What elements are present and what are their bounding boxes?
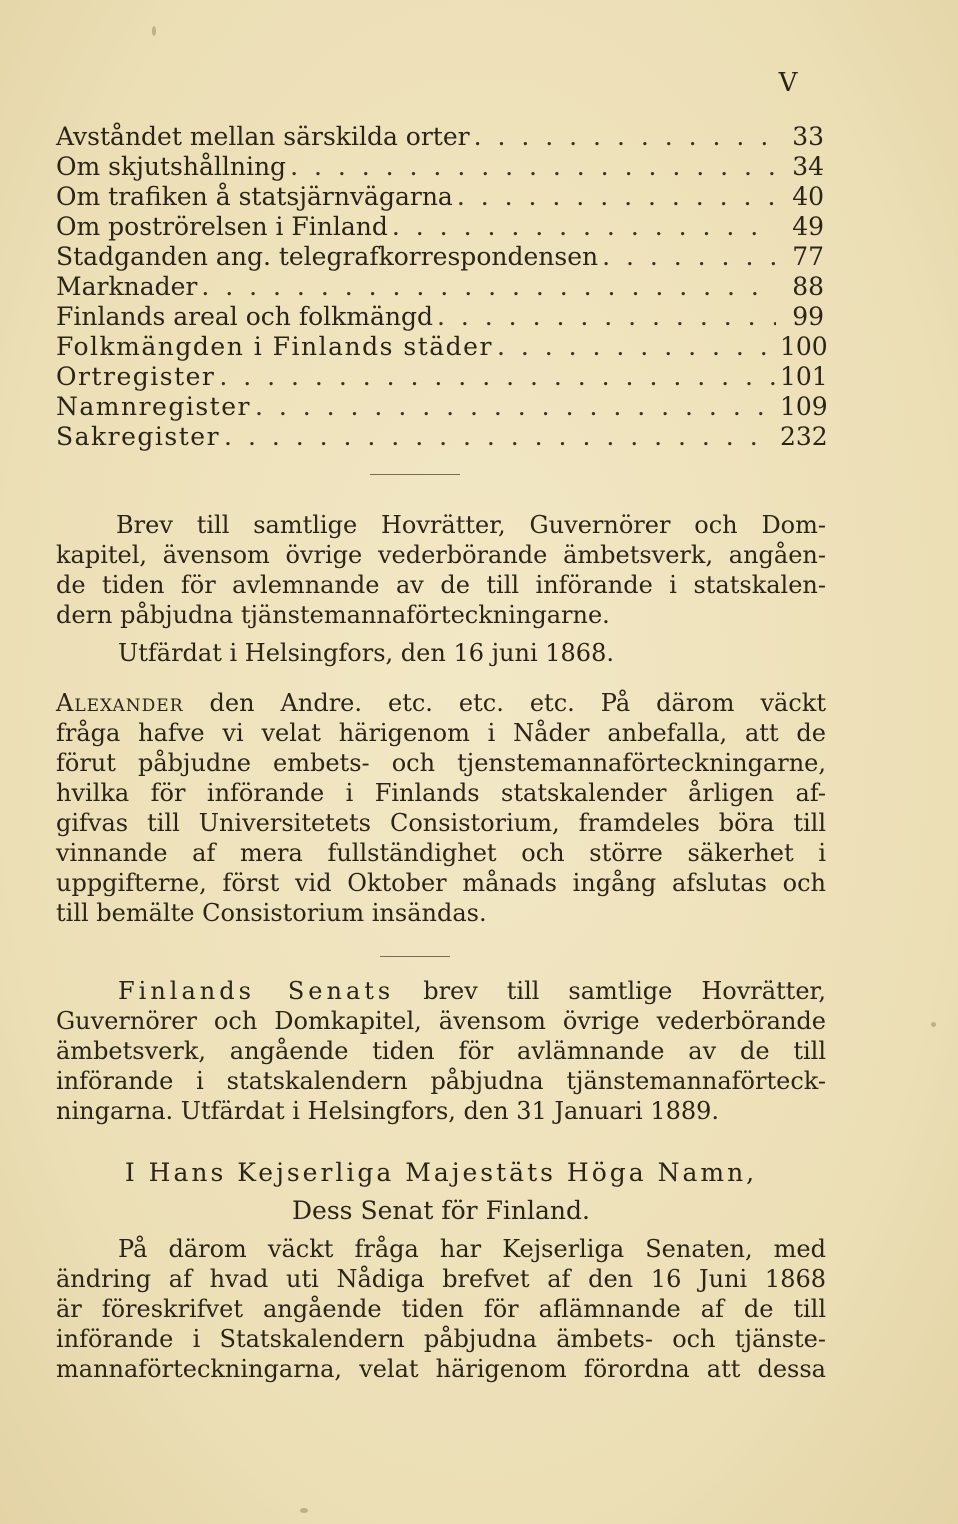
toc-title: Ortregister bbox=[56, 362, 216, 391]
date-line: Utfärdat i Helsingfors, den 16 juni 1868. bbox=[118, 639, 614, 667]
letter1-body bbox=[56, 688, 826, 928]
toc-title: Sakregister bbox=[56, 422, 221, 451]
sender-name: Alexander bbox=[56, 689, 184, 717]
text-line: På därom väckt fråga har Kejserliga Senaten, med bbox=[118, 1235, 826, 1263]
text-line: hvilka för införande i Finlands statskalender årligen af- bbox=[56, 779, 826, 807]
text-line: är föreskrifvet angående tiden för aflämnande af de till bbox=[56, 1295, 826, 1323]
letter2-heading bbox=[56, 976, 826, 1126]
text-line bbox=[56, 688, 826, 718]
toc-row bbox=[56, 392, 828, 422]
toc-row bbox=[56, 182, 824, 212]
letter2-body bbox=[56, 1234, 826, 1384]
toc-leader bbox=[219, 362, 776, 392]
toc-title: Om trafiken å statsjärnvägarna bbox=[56, 182, 453, 211]
toc-page-number: 34 bbox=[792, 152, 824, 181]
toc-page-number: 40 bbox=[792, 182, 824, 211]
toc-title: Folkmängden i Finlands städer bbox=[56, 332, 493, 361]
toc-leader bbox=[437, 302, 776, 332]
signatory: Dess Senat för Finland. bbox=[292, 1196, 590, 1225]
text-line: kapitel, ävensom övrige vederbörande ämbetsverk, angåen- bbox=[56, 541, 826, 569]
toc-title: Om poströrelsen i Finland bbox=[56, 212, 388, 241]
toc-leader bbox=[290, 152, 776, 182]
toc-page-number: 232 bbox=[780, 422, 828, 451]
toc-page-number: 88 bbox=[792, 272, 824, 301]
toc-leader bbox=[602, 242, 776, 272]
letter1-heading bbox=[56, 510, 826, 630]
page-number: V bbox=[778, 68, 798, 98]
toc-row bbox=[56, 422, 828, 452]
toc-leader bbox=[224, 422, 776, 452]
toc-row bbox=[56, 152, 824, 182]
text-line: vinnande af mera fullständighet och större säkerhet i bbox=[56, 839, 826, 867]
toc-leader bbox=[457, 182, 776, 212]
table-of-contents bbox=[56, 122, 828, 452]
paper-stain bbox=[152, 26, 156, 36]
text-line bbox=[56, 976, 826, 1006]
paper-stain bbox=[931, 1022, 936, 1027]
senate-name: Finlands Senats bbox=[118, 977, 395, 1005]
letter1-date bbox=[56, 638, 826, 668]
toc-page-number: 109 bbox=[780, 392, 828, 421]
toc-page-number: 49 bbox=[792, 212, 824, 241]
toc-row bbox=[56, 332, 828, 362]
toc-page-number: 77 bbox=[792, 242, 824, 271]
heading-text: brev till samtlige Hovrätter, bbox=[423, 977, 826, 1005]
toc-leader bbox=[201, 272, 776, 302]
text-line: Brev till samtlige Hovrätter, Guvernörer och Dom- bbox=[116, 511, 826, 539]
toc-page-number: 99 bbox=[792, 302, 824, 331]
toc-page-number: 100 bbox=[780, 332, 828, 361]
toc-leader bbox=[255, 392, 776, 422]
text-line: dern påbjudna tjänstemannaförteckningarne. bbox=[56, 601, 610, 629]
toc-row bbox=[56, 212, 824, 242]
text-line: förut påbjudne embets- och tjenstemannaförteckningarne, bbox=[56, 749, 826, 777]
text-line: gifvas till Universitetets Consistorium, framdeles böra till bbox=[56, 809, 826, 837]
toc-title: Avståndet mellan särskilda orter bbox=[56, 122, 470, 151]
toc-row bbox=[56, 242, 824, 272]
section-divider bbox=[370, 474, 460, 475]
text-line: Guvernörer och Domkapitel, ävensom övrige vederbörande bbox=[56, 1007, 826, 1035]
toc-row bbox=[56, 302, 824, 332]
text-line: ändring af hvad uti Nådiga brefvet af den 16 Juni 1868 bbox=[56, 1265, 826, 1293]
toc-title: Namnregister bbox=[56, 392, 251, 421]
text-line: ningarna. Utfärdat i Helsingfors, den 31 Januari 1889. bbox=[56, 1097, 719, 1125]
paper-stain bbox=[300, 1508, 308, 1513]
text-line: införande i statskalendern påbjudna tjänstemannaförteck- bbox=[56, 1067, 826, 1095]
toc-row bbox=[56, 362, 828, 392]
toc-title: Marknader bbox=[56, 272, 198, 301]
toc-title: Om skjutshållning bbox=[56, 152, 287, 181]
toc-page-number: 101 bbox=[780, 362, 828, 391]
toc-leader bbox=[392, 212, 776, 242]
toc-row bbox=[56, 122, 824, 152]
toc-leader bbox=[474, 122, 776, 152]
toc-title: Stadganden ang. telegrafkorrespondensen bbox=[56, 242, 599, 271]
text-line: mannaförteckningarna, velat härigenom förordna att dessa bbox=[56, 1355, 826, 1383]
text-line: införande i Statskalendern påbjudna ämbets- och tjänste- bbox=[56, 1325, 826, 1353]
text-line: till bemälte Consistorium insändas. bbox=[56, 899, 487, 927]
text-line: ämbetsverk, angående tiden för avlämnande av de till bbox=[56, 1037, 826, 1065]
toc-leader bbox=[497, 332, 776, 362]
salutation: I Hans Kejserliga Majestäts Höga Namn, bbox=[124, 1158, 758, 1187]
toc-page-number: 33 bbox=[792, 122, 824, 151]
toc-row bbox=[56, 272, 824, 302]
toc-title: Finlands areal och folkmängd bbox=[56, 302, 433, 331]
body-text: den Andre. etc. etc. etc. På därom väckt bbox=[209, 689, 826, 717]
section-divider bbox=[380, 956, 450, 957]
text-line: uppgifterne, först vid Oktober månads ingång afslutas och bbox=[56, 869, 826, 897]
text-line: de tiden för avlemnande av de till införande i statskalen- bbox=[56, 571, 826, 599]
text-line: fråga hafve vi velat härigenom i Nåder anbefalla, att de bbox=[56, 719, 826, 747]
